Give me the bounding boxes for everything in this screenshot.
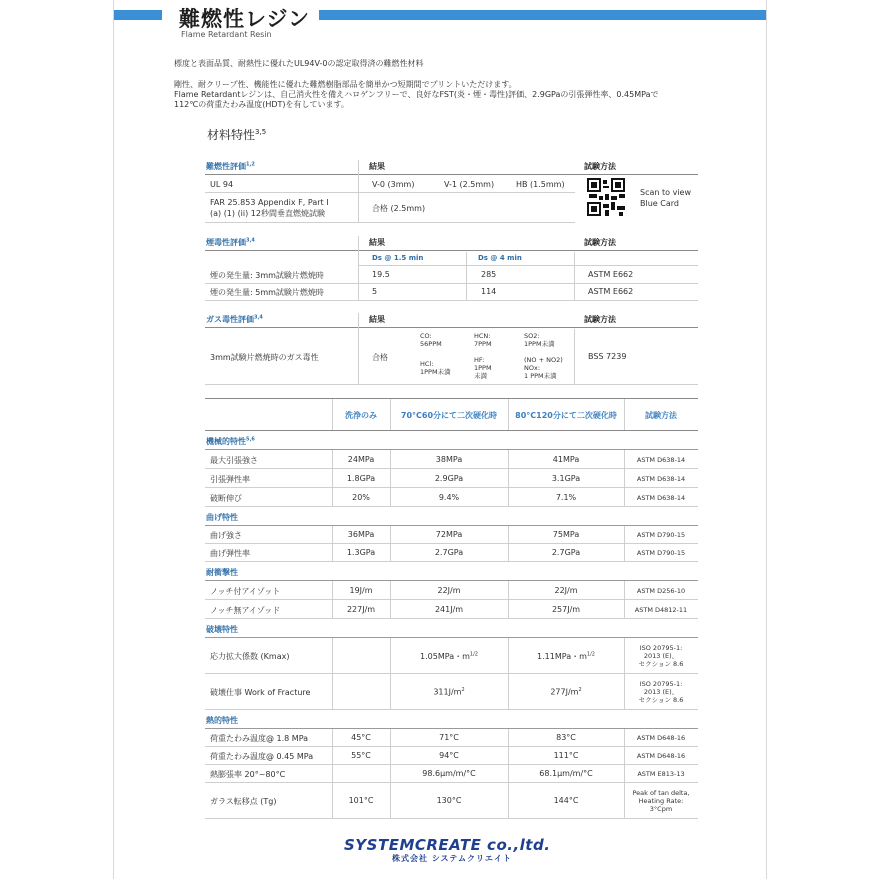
intro-line-1: 標度と表面品質、耐熱性に優れたUL94V-0の認定取得済の難燃性材料 bbox=[174, 59, 424, 68]
gas-divider-2 bbox=[574, 329, 575, 384]
flame-ul94-hb: HB (1.5mm) bbox=[516, 180, 565, 189]
impact-row-1-col1: 227J/m bbox=[346, 604, 376, 614]
gas-so2-value: 1PPM未満 bbox=[524, 340, 555, 348]
thermal-row-2-col2: 98.6µm/m/°C bbox=[422, 769, 476, 778]
thermal-row-1-method: ASTM D648-16 bbox=[636, 752, 686, 760]
smoke-method-header: 試験方法 bbox=[584, 238, 616, 247]
flame-divider bbox=[358, 160, 359, 222]
mech-row-0-name: 最大引張強さ bbox=[210, 455, 258, 465]
flex-group-label bbox=[206, 512, 238, 523]
smoke-bottom-rule bbox=[205, 300, 698, 301]
mech-row-2-col2: 9.4% bbox=[438, 492, 460, 502]
fracture-row-1-col2-text: 311J/m bbox=[433, 687, 462, 697]
thermal-row-1-col2: 94°C bbox=[439, 751, 459, 760]
props-hdr-div-4 bbox=[624, 399, 625, 430]
flex-row-1-method: ASTM D790-15 bbox=[636, 549, 686, 557]
flame-far-name-1: FAR 25.853 Appendix F, Part I bbox=[210, 198, 329, 207]
gas-name: 3mm試験片燃焼時のガス毒性 bbox=[210, 353, 319, 362]
flex-row-0-col1: 36MPa bbox=[347, 530, 375, 539]
mech-row-0-div-2 bbox=[508, 450, 509, 469]
datasheet-page bbox=[113, 0, 767, 879]
fracture-row-0-col3-sup: 1/2 bbox=[586, 651, 595, 658]
impact-row-1-name: ノッチ無アイゾッド bbox=[210, 605, 281, 615]
mech-row-0-col2: 38MPa bbox=[435, 454, 463, 464]
thermal-row-1-name: 荷重たわみ温度@ 0.45 MPa bbox=[210, 752, 314, 761]
thermal-row-3-method-3: 3°Cpm bbox=[649, 805, 673, 813]
header-accent-bar-right bbox=[319, 10, 766, 20]
gas-hf-value-1: 1PPM bbox=[474, 364, 492, 372]
thermal-row-3-method-1: Peak of tan delta, bbox=[632, 789, 690, 797]
gas-hf-label: HF: bbox=[474, 356, 485, 364]
impact-row-0-col2: 22J/m bbox=[437, 585, 461, 595]
smoke-row-2-method: ASTM E662 bbox=[588, 287, 634, 296]
gas-nox-value: 1 PPM未満 bbox=[524, 372, 557, 380]
page-title: 難燃性レジン bbox=[179, 7, 310, 31]
flex-row-0-col3: 75MPa bbox=[552, 530, 580, 539]
smoke-label-sup: 3,4 bbox=[246, 237, 255, 244]
smoke-row-1-name: 煙の発生量: 3mm試験片燃焼時 bbox=[210, 271, 324, 280]
fracture-row-1-method-2: 2013 (E)、 bbox=[643, 688, 679, 696]
impact-row-0-name: ノッチ付アイゾット bbox=[210, 586, 281, 596]
impact-row-1-div-2 bbox=[508, 600, 509, 619]
qr-caption-1: Scan to view bbox=[640, 188, 691, 197]
impact-row-0-col3: 22J/m bbox=[554, 585, 578, 595]
thermal-group-label-text: 熱的特性 bbox=[206, 716, 238, 725]
flex-row-1-div-2 bbox=[508, 544, 509, 562]
flame-bottom-rule bbox=[205, 222, 575, 223]
flame-row-rule bbox=[205, 192, 575, 193]
mech-row-0-method: ASTM D638-14 bbox=[636, 455, 686, 464]
fracture-row-0-div-0 bbox=[332, 638, 333, 674]
mech-row-1-name: 引張弾性率 bbox=[210, 474, 250, 484]
flex-row-0-name: 曲げ強さ bbox=[210, 531, 242, 540]
flex-group-label-text: 曲げ特性 bbox=[206, 513, 238, 522]
gas-hcl-value: 1PPM未満 bbox=[420, 368, 451, 376]
mech-row-1-col2: 2.9GPa bbox=[434, 473, 464, 483]
mech-group-label-sup: 5,6 bbox=[246, 436, 255, 443]
mech-group-label bbox=[206, 436, 255, 447]
fracture-row-0-name: 応力拡大係数 (Kmax) bbox=[210, 652, 290, 661]
gas-hcn-value: 7PPM bbox=[474, 340, 492, 348]
flame-method-header: 試験方法 bbox=[584, 162, 616, 171]
fracture-row-0-col2-sup: 1/2 bbox=[469, 651, 478, 658]
mech-row-2-div-2 bbox=[508, 488, 509, 507]
thermal-row-2-method: ASTM E813-13 bbox=[637, 770, 685, 778]
thermal-row-0-method: ASTM D648-16 bbox=[636, 734, 686, 742]
company-logo-subtitle: 株式会社 システムクリエイト bbox=[392, 854, 512, 863]
smoke-divider-3 bbox=[574, 252, 575, 300]
fracture-row-1-col2 bbox=[404, 687, 494, 697]
gas-co-label: CO: bbox=[420, 332, 432, 340]
section-title-sup: 3,5 bbox=[255, 128, 267, 136]
fracture-row-0-div-1 bbox=[390, 638, 391, 674]
gas-hcn-label: HCN: bbox=[474, 332, 491, 340]
fracture-group-label bbox=[206, 624, 238, 635]
mech-row-2-col3: 7.1% bbox=[555, 492, 577, 502]
fracture-row-0-div-2 bbox=[508, 638, 509, 674]
impact-row-1-method: ASTM D4812-11 bbox=[634, 605, 688, 614]
smoke-row-rule bbox=[205, 283, 698, 284]
thermal-row-1-col3: 111°C bbox=[553, 751, 579, 760]
gas-divider-1 bbox=[358, 313, 359, 384]
flame-far-result: 合格 (2.5mm) bbox=[372, 204, 426, 213]
gas-co-value: 56PPM bbox=[420, 340, 442, 348]
props-col-1-header: 洗浄のみ bbox=[345, 411, 377, 420]
smoke-sub-2: Ds @ 4 min bbox=[478, 254, 522, 262]
fracture-row-1-name: 破壊仕事 Work of Fracture bbox=[210, 688, 311, 697]
smoke-divider-2 bbox=[466, 252, 467, 300]
mech-row-2-name: 破断伸び bbox=[210, 493, 242, 503]
fracture-row-0-method-2: 2013 (E)、 bbox=[643, 652, 679, 660]
thermal-row-3-rule bbox=[205, 818, 698, 819]
mech-row-2-method: ASTM D638-14 bbox=[636, 493, 686, 502]
section-title-text: 材料特性 bbox=[207, 128, 256, 142]
mech-row-1-col1: 1.8GPa bbox=[346, 473, 376, 483]
gas-nox-label-1: (NO + NO2) bbox=[524, 356, 563, 364]
company-logo: SYSTEMCREATE co.,ltd. bbox=[344, 836, 551, 854]
gas-header-rule bbox=[205, 327, 698, 328]
section-title bbox=[207, 126, 266, 143]
thermal-row-0-col2: 71°C bbox=[439, 733, 459, 742]
mech-row-0-col3: 41MPa bbox=[552, 454, 580, 464]
fracture-row-1-col3-sup: 2 bbox=[578, 687, 582, 693]
flex-row-1-name: 曲げ弾性率 bbox=[210, 549, 250, 558]
mech-group-label-text: 機械的特性 bbox=[206, 437, 246, 446]
fracture-row-1-method-3: セクション 8.6 bbox=[638, 696, 684, 704]
page-subtitle: Flame Retardant Resin bbox=[181, 30, 272, 39]
smoke-row-2-name: 煙の発生量: 5mm試験片燃焼時 bbox=[210, 288, 324, 297]
fracture-row-0-col2-text: 1.05MPa・m bbox=[420, 652, 470, 661]
smoke-result-header: 結果 bbox=[369, 238, 385, 247]
smoke-divider-1 bbox=[358, 236, 359, 300]
mech-row-2-col1: 20% bbox=[352, 492, 370, 502]
flame-label-text: 難燃性評価 bbox=[206, 162, 246, 171]
fracture-row-0-col3-text: 1.11MPa・m bbox=[537, 652, 587, 661]
mech-row-0-col1: 24MPa bbox=[347, 454, 375, 464]
fracture-row-1-div-1 bbox=[390, 674, 391, 710]
thermal-row-3-col3: 144°C bbox=[553, 796, 579, 805]
flex-row-1-rule bbox=[205, 561, 698, 562]
fracture-row-0-method-1: ISO 20795-1: bbox=[639, 644, 683, 652]
thermal-row-0-name: 荷重たわみ温度@ 1.8 MPa bbox=[210, 734, 309, 743]
impact-row-0-method: ASTM D256-10 bbox=[636, 586, 686, 595]
gas-hcl-label: HCl: bbox=[420, 360, 434, 368]
header-accent-bar-left bbox=[114, 10, 162, 20]
flame-ul94-name: UL 94 bbox=[210, 180, 234, 189]
gas-method-header: 試験方法 bbox=[584, 315, 616, 324]
thermal-row-3-col1: 101°C bbox=[348, 796, 374, 805]
impact-row-1-col3: 257J/m bbox=[551, 604, 581, 614]
impact-row-1-rule bbox=[205, 618, 698, 619]
gas-so2-label: SO2: bbox=[524, 332, 540, 340]
intro-line-3: Flame Retardantレジンは、自己消火性を備えハロゲンフリーで、良好なFST(炎・煙・毒性)評価、2.9GPaの引張弾性率、0.45MPaで bbox=[174, 90, 659, 99]
fracture-row-1-div-0 bbox=[332, 674, 333, 710]
flame-far-name-2: (a) (1) (ii) 12秒間垂直燃焼試験 bbox=[210, 209, 325, 218]
thermal-row-3-name: ガラス転移点 (Tg) bbox=[210, 797, 277, 806]
flex-row-1-col1: 1.3GPa bbox=[346, 548, 376, 557]
thermal-row-0-col3: 83°C bbox=[556, 733, 576, 742]
fracture-row-1-col2-sup: 2 bbox=[461, 687, 465, 693]
props-hdr-div-3 bbox=[508, 399, 509, 430]
smoke-row-2-b: 114 bbox=[481, 287, 497, 296]
qr-code-icon[interactable] bbox=[587, 178, 625, 216]
props-col-3-header: 80°C120分にて二次硬化時 bbox=[515, 411, 617, 420]
props-hdr-div-2 bbox=[390, 399, 391, 430]
thermal-row-2-name: 熱膨張率 20°~80°C bbox=[210, 770, 286, 779]
smoke-header-rule bbox=[205, 250, 698, 251]
flex-row-1-col3: 2.7GPa bbox=[551, 548, 581, 557]
gas-label-sup: 3,4 bbox=[254, 314, 263, 321]
thermal-row-3-div-2 bbox=[508, 783, 509, 819]
gas-bottom-rule bbox=[205, 384, 698, 385]
fracture-row-0-col2 bbox=[404, 651, 494, 662]
qr-caption-2: Blue Card bbox=[640, 199, 679, 208]
thermal-row-3-method-2: Heating Rate: bbox=[638, 797, 684, 805]
smoke-sub-1: Ds @ 1.5 min bbox=[372, 254, 424, 262]
impact-group-label bbox=[206, 567, 238, 578]
thermal-row-0-div-2 bbox=[508, 729, 509, 747]
mech-row-1-method: ASTM D638-14 bbox=[636, 474, 686, 483]
thermal-row-3-col2: 130°C bbox=[436, 796, 462, 805]
gas-label bbox=[206, 314, 263, 325]
mech-row-2-rule bbox=[205, 506, 698, 507]
fracture-row-1-rule bbox=[205, 709, 698, 710]
thermal-row-1-col1: 55°C bbox=[351, 751, 371, 760]
flex-row-0-col2: 72MPa bbox=[435, 530, 463, 539]
flex-row-0-method: ASTM D790-15 bbox=[636, 531, 686, 539]
thermal-row-1-div-2 bbox=[508, 747, 509, 765]
mech-row-1-div-2 bbox=[508, 469, 509, 488]
impact-group-label-text: 耐衝撃性 bbox=[206, 568, 238, 577]
impact-row-0-div-2 bbox=[508, 581, 509, 600]
fracture-row-1-col3 bbox=[521, 687, 611, 697]
smoke-row-1-a: 19.5 bbox=[372, 270, 390, 279]
props-col-4-header: 試験方法 bbox=[645, 411, 677, 420]
thermal-group-label bbox=[206, 715, 238, 726]
smoke-row-1-method: ASTM E662 bbox=[588, 270, 634, 279]
flex-row-1-col2: 2.7GPa bbox=[434, 548, 464, 557]
flame-ul94-v1: V-1 (2.5mm) bbox=[444, 180, 495, 189]
thermal-row-2-col3: 68.1µm/m/°C bbox=[539, 769, 593, 778]
impact-row-0-col1: 19J/m bbox=[349, 585, 373, 595]
fracture-row-1-col3-text: 277J/m bbox=[550, 687, 579, 697]
mech-row-1-col3: 3.1GPa bbox=[551, 473, 581, 483]
flame-ul94-v0: V-0 (3mm) bbox=[372, 180, 415, 189]
thermal-row-2-div-1 bbox=[390, 765, 391, 783]
fracture-row-0-method-3: セクション 8.6 bbox=[638, 660, 684, 668]
props-col-2-header: 70°C60分にて二次硬化時 bbox=[400, 411, 498, 420]
smoke-row-2-a: 5 bbox=[372, 287, 378, 296]
fracture-row-1-method-1: ISO 20795-1: bbox=[639, 680, 683, 688]
intro-line-4: 112℃の荷重たわみ温度(HDT)を有しています。 bbox=[174, 100, 349, 109]
gas-nox-label-2: NOx: bbox=[524, 364, 541, 372]
thermal-row-2-div-2 bbox=[508, 765, 509, 783]
fracture-row-0-col3 bbox=[521, 651, 611, 662]
fracture-row-1-div-2 bbox=[508, 674, 509, 710]
gas-label-text: ガス毒性評価 bbox=[206, 315, 254, 324]
smoke-label bbox=[206, 237, 255, 248]
fracture-group-label-text: 破壊特性 bbox=[206, 625, 238, 634]
smoke-sub-rule bbox=[358, 265, 698, 266]
props-hdr-div-1 bbox=[332, 399, 333, 430]
gas-method: BSS 7239 bbox=[588, 352, 627, 361]
flame-label-sup: 1,2 bbox=[246, 161, 255, 168]
thermal-row-2-div-0 bbox=[332, 765, 333, 783]
gas-result: 合格 bbox=[372, 353, 388, 362]
thermal-row-0-col1: 45°C bbox=[351, 733, 371, 742]
gas-result-header: 結果 bbox=[369, 315, 385, 324]
smoke-row-1-b: 285 bbox=[481, 270, 497, 279]
props-header-rule bbox=[205, 430, 698, 431]
flame-result-header: 結果 bbox=[369, 162, 385, 171]
flame-label bbox=[206, 161, 255, 172]
impact-row-1-col2: 241J/m bbox=[434, 604, 464, 614]
flame-header-rule bbox=[205, 174, 698, 175]
gas-hf-value-2: 未満 bbox=[474, 372, 487, 380]
flex-row-0-div-2 bbox=[508, 526, 509, 544]
smoke-label-text: 煙毒性評価 bbox=[206, 238, 246, 247]
intro-line-2: 剛性、耐クリープ性、機能性に優れた難燃樹脂部品を簡単かつ短期間でプリントいただけます。 bbox=[174, 80, 517, 89]
